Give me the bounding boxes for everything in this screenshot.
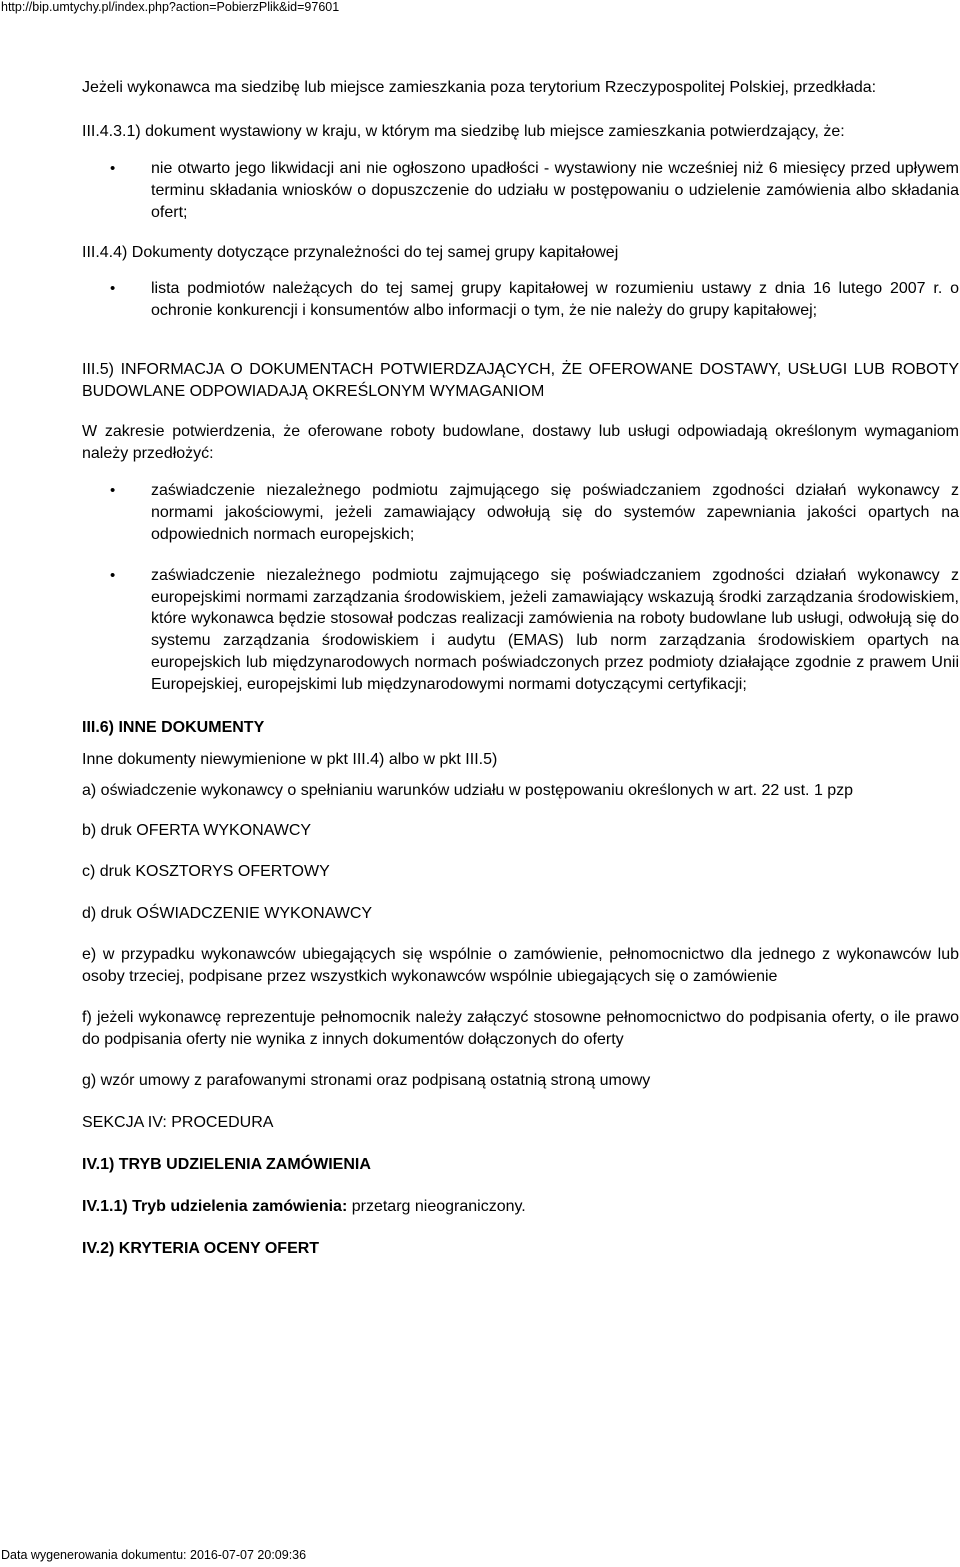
section-3-5-heading: III.5) INFORMACJA O DOKUMENTACH POTWIERDZAJĄCYCH, ŻE OFEROWANE DOSTAWY, USŁUGI LUB ROBOTY BUDOWLANE ODPOWIADAJĄ OKREŚLONYM WYMAGANIOM: [82, 361, 959, 401]
other-doc-item-a: a) oświadczenie wykonawcy o spełnianiu warunków udziału w postępowaniu określonych w art. 22 ust. 1 pzp: [82, 781, 854, 799]
other-doc-item-c: c) druk KOSZTORYS OFERTOWY: [82, 862, 330, 880]
bullet-item: • nie otwarto jego likwidacji ani nie ogłoszono upadłości - wystawiony nie wcześniej niż 6 miesięcy przed upływem terminu składania wniosków o dopuszczenie do udziału w postępowaniu o udzielenie zamówienia albo składania ofert;: [82, 158, 959, 224]
page-header-url: http://bip.umtychy.pl/index.php?action=PobierzPlik&id=97601: [1, 0, 340, 14]
bullet-item: • lista podmiotów należących do tej samej grupy kapitałowej w rozumieniu ustawy z dnia 16 lutego 2007 r. o ochronie konkurencji i konsumentów albo informacji o tym, że nie należy do grupy kapitałowej;: [82, 278, 959, 322]
page-footer-generated: Data wygenerowania dokumentu: 2016-07-07 20:09:36: [1, 1548, 307, 1562]
section-3-4-3-1-text: III.4.3.1) dokument wystawiony w kraju, w którym ma siedzibę lub miejsce zamieszkania potwierdzający, że:: [82, 122, 845, 140]
section-iv-1-1-value: przetarg nieograniczony.: [347, 1197, 526, 1215]
section-3-4-4-bullets: [82, 278, 959, 322]
other-doc-item-e: e) w przypadku wykonawców ubiegających się wspólnie o zamówienie, pełnomocnictwo dla jednego z wykonawców lub osoby trzeciej, podpisane przez wszystkich wykonawców wspólnie ubiegających się o zamówienie: [82, 946, 959, 986]
section-3-5-bullets: [82, 480, 959, 696]
section-iv-1-heading: IV.1) TRYB UDZIELENIA ZAMÓWIENIA: [82, 1155, 371, 1173]
bullet-item: • zaświadczenie niezależnego podmiotu zajmującego się poświadczaniem zgodności działań wykonawcy z europejskimi normami zarządzania środowiskiem, jeżeli zamawiający wskazują środki zarządzania środowiskiem, które wykonawca będzie stosował podczas realizacji zamówienia na roboty budowlane lub usługi, odwołują się do systemu zarządzania środowiskiem i audytu (EMAS) lub norm zarządzania środowiskiem opartych na europejskich lub międzynarodowych normach poświadczonych przez podmioty działające zgodnie z prawem Unii Europejskiej, europejskimi lub międzynarodowymi normami dotyczącymi certyfikacji;: [82, 565, 959, 696]
section-iv-1-1-line: [82, 1196, 959, 1218]
other-doc-item-d: d) druk OŚWIADCZENIE WYKONAWCY: [82, 904, 373, 922]
section-3-5-text: W zakresie potwierdzenia, że oferowane roboty budowlane, dostawy lub usługi odpowiadają określonym wymaganiom należy przedłożyć:: [82, 423, 959, 462]
other-doc-item-b: b) druk OFERTA WYKONAWCY: [82, 821, 312, 839]
section-3-4-4-text: III.4.4) Dokumenty dotyczące przynależności do tej samej grupy kapitałowej: [82, 243, 619, 261]
section-iv-2-heading: IV.2) KRYTERIA OCENY OFERT: [82, 1239, 320, 1257]
section-iv-1-1-label: IV.1.1) Tryb udzielenia zamówienia:: [82, 1197, 348, 1215]
other-doc-item-f: f) jeżeli wykonawcę reprezentuje pełnomocnik należy załączyć stosowne pełnomocnictwo do podpisania oferty, o ile prawo do podpisania oferty nie wynika z innych dokumentów dołączonych do oferty: [82, 1009, 959, 1049]
bullet-item: • zaświadczenie niezależnego podmiotu zajmującego się poświadczaniem zgodności działań wykonawcy z normami jakościowymi, jeżeli zamawiający odwołują się do systemów zapewniania jakości opartych na odpowiednich normach europejskich;: [82, 480, 959, 546]
intro-paragraph: Jeżeli wykonawca ma siedzibę lub miejsce zamieszkania poza terytorium Rzeczypospolitej Polskiej, przedkłada:: [82, 79, 877, 96]
section-iv-title: SEKCJA IV: PROCEDURA: [82, 1114, 274, 1131]
document-body: [82, 77, 959, 1260]
section-3-6-text: Inne dokumenty niewymienione w pkt III.4) albo w pkt III.5): [82, 750, 498, 768]
section-3-6-heading: III.6) INNE DOKUMENTY: [82, 719, 265, 737]
other-doc-item-g: g) wzór umowy z parafowanymi stronami oraz podpisaną ostatnią stroną umowy: [82, 1072, 651, 1090]
section-3-4-3-1-bullets: [82, 158, 959, 224]
